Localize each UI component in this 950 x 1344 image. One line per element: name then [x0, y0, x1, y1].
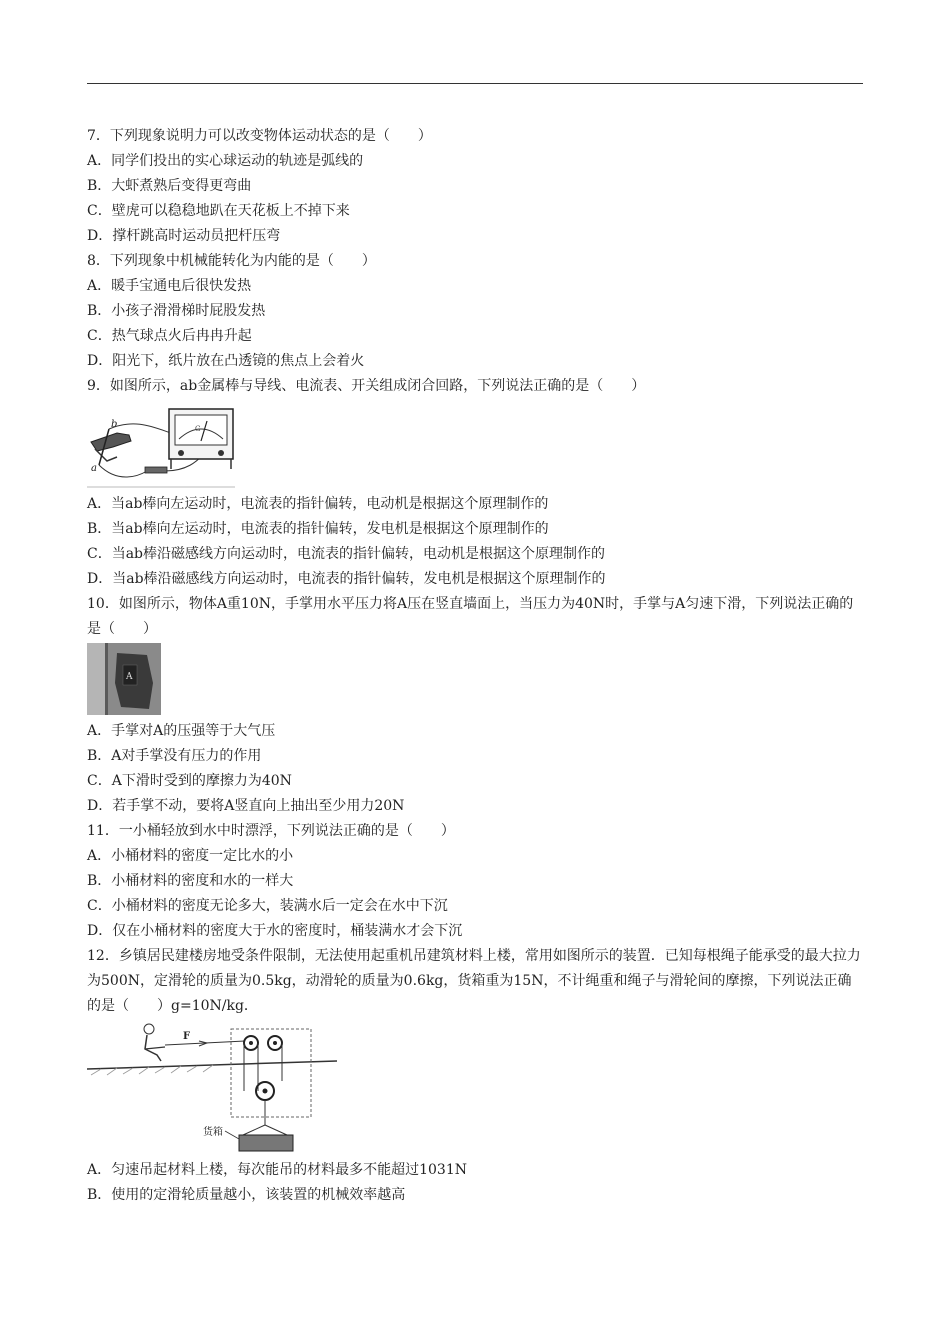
- question-8-option-a: A．暖手宝通电后很快发热: [87, 278, 252, 294]
- question-9-option-d: D．当ab棒沿磁感线方向运动时，电流表的指针偏转，发电机是根据这个原理制作的: [87, 571, 606, 587]
- question-11-option-c: C．小桶材料的密度无论多大，装满水后一定会在水中下沉: [87, 898, 448, 914]
- label-b: b: [111, 419, 118, 430]
- question-10-stem: 10．如图所示，物体A重10N，手掌用水平压力将A压在竖直墙面上，当压力为40N时，手掌与A匀速下滑，下列说法正确的是（ ）: [87, 596, 854, 637]
- question-12-option-a: A．匀速吊起材料上楼，每次能吊的材料最多不能超过1031N: [87, 1162, 467, 1178]
- question-12-option-b: B．使用的定滑轮质量越小，该装置的机械效率越高: [87, 1187, 406, 1203]
- question-8-option-c: C．热气球点火后冉冉升起: [87, 328, 252, 344]
- question-8-stem: 8．下列现象中机械能转化为内能的是（ ）: [87, 253, 376, 269]
- question-7-stem: 7．下列现象说明力可以改变物体运动状态的是（ ）: [87, 128, 432, 144]
- label-a: a: [91, 463, 97, 474]
- question-7-option-b: B．大虾煮熟后变得更弯曲: [87, 178, 252, 194]
- label-g: G: [195, 425, 201, 433]
- question-7-option-d: D．撑杆跳高时运动员把杆压弯: [87, 228, 281, 244]
- question-12-figure: [87, 1019, 877, 1158]
- question-11-stem: 11．一小桶轻放到水中时漂浮，下列说法正确的是（ ）: [87, 823, 455, 839]
- question-8-option-d: D．阳光下，纸片放在凸透镜的焦点上会着火: [87, 353, 365, 369]
- question-10-option-c: C．A下滑时受到的摩擦力为40N: [87, 773, 292, 789]
- question-11-option-d: D．仅在小桶材料的密度大于水的密度时，桶装满水才会下沉: [87, 923, 463, 939]
- circuit-diagram: [87, 399, 237, 489]
- question-list: [87, 124, 877, 1208]
- question-9-stem: 9．如图所示，ab金属棒与导线、电流表、开关组成闭合回路，下列说法正确的是（ ）: [87, 378, 646, 394]
- question-9-option-b: B．当ab棒向左运动时，电流表的指针偏转，发电机是根据这个原理制作的: [87, 521, 549, 537]
- label-cargo-box: 货箱: [203, 1127, 223, 1138]
- question-10-option-a: A．手掌对A的压强等于大气压: [87, 723, 276, 739]
- question-8-option-b: B．小孩子滑滑梯时屁股发热: [87, 303, 266, 319]
- question-10-option-b: B．A对手掌没有压力的作用: [87, 748, 262, 764]
- question-10-figure: [87, 642, 877, 719]
- question-11-option-a: A．小桶材料的密度一定比水的小: [87, 848, 294, 864]
- question-10-option-d: D．若手掌不动，要将A竖直向上抽出至少用力20N: [87, 798, 405, 814]
- question-9-figure: [87, 399, 877, 492]
- question-7-option-a: A．同学们投出的实心球运动的轨迹是弧线的: [87, 153, 364, 169]
- question-9-option-a: A．当ab棒向左运动时，电流表的指针偏转，电动机是根据这个原理制作的: [87, 496, 549, 512]
- question-12-stem: 12．乡镇居民建楼房地受条件限制，无法使用起重机吊建筑材料上楼，常用如图所示的装置．已知每根绳子能承受的最大拉力为500N，定滑轮的质量为0.5kg，动滑轮的质量为0.6kg，货箱重为15N，不计绳重和绳子与滑轮间的摩擦，下列说法正确的是（ ）g=10N/kg．: [87, 948, 861, 1014]
- question-9-option-c: C．当ab棒沿磁感线方向运动时，电流表的指针偏转，电动机是根据这个原理制作的: [87, 546, 606, 562]
- question-7-option-c: C．壁虎可以稳稳地趴在天花板上不掉下来: [87, 203, 350, 219]
- header-rule: [87, 83, 863, 84]
- label-a-block: A: [126, 672, 133, 682]
- question-11-option-b: B．小桶材料的密度和水的一样大: [87, 873, 294, 889]
- label-force-f: F: [183, 1031, 191, 1042]
- hand-press-photo: [87, 643, 161, 715]
- pulley-diagram: [87, 1021, 337, 1154]
